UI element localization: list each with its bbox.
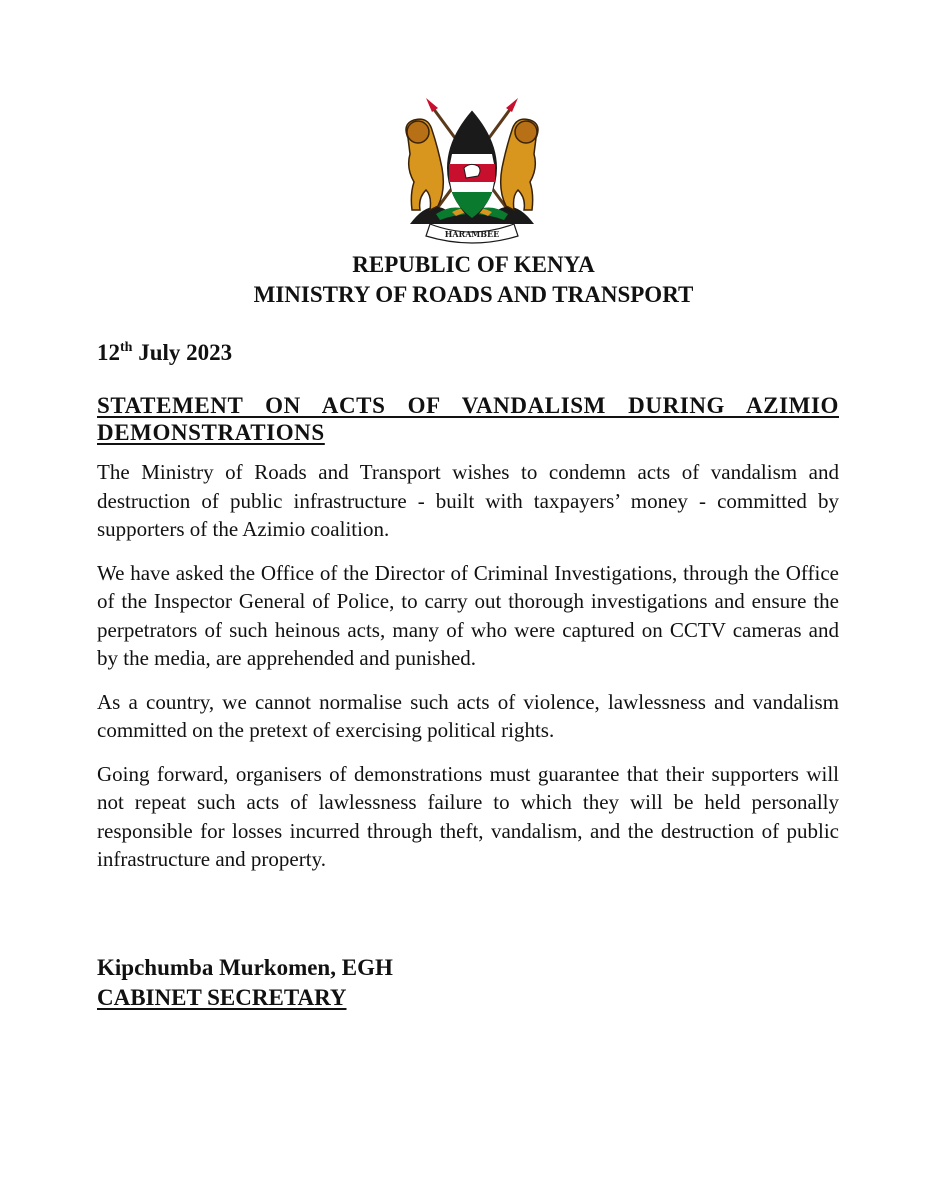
statement-title: STATEMENT ON ACTS OF VANDALISM DURING AZIMIO DEMONSTRATIONS [97,393,839,445]
statement-date [97,338,232,372]
paragraph: The Ministry of Roads and Transport wishes to condemn acts of vandalism and destruction of public infrastructure - built with taxpayers’ money - committed by supporters of the Azimio coalition. [97,460,839,541]
statement-body [97,458,839,889]
signatory-title: CABINET SECRETARY [97,985,347,1010]
paragraph: Going forward, organisers of demonstrations must guarantee that their supporters will not repeat such acts of lawlessness failure to which they will be held personally responsible for losses incurred through theft, vandalism, and the destruction of public infrastructure and property. [97,761,839,871]
date-month-year: July 2023 [132,340,233,365]
date-day: 12 [97,340,120,365]
coat-of-arms [392,98,552,244]
kenya-coat-of-arms-icon [392,98,552,244]
paragraph: As a country, we cannot normalise such acts of violence, lawlessness and vandalism committed on the pretext of exercising political rights. [97,689,839,742]
ministry-name: MINISTRY OF ROADS AND TRANSPORT [253,282,694,307]
emblem-motto: HARAMBEE [444,229,500,239]
paragraph: We have asked the Office of the Director of Criminal Investigations, through the Office of the Inspector General of Police, to carry out thorough investigations and ensure the perpetrators of such heinous acts, many of who were captured on CCTV cameras and by the media, are apprehended and punished. [97,560,839,670]
signature-block [97,953,393,1013]
date-suffix: th [120,340,133,355]
signatory-name: Kipchumba Murkomen, EGH [97,955,393,980]
country-name: REPUBLIC OF KENYA [352,252,595,277]
letterhead [0,250,947,310]
